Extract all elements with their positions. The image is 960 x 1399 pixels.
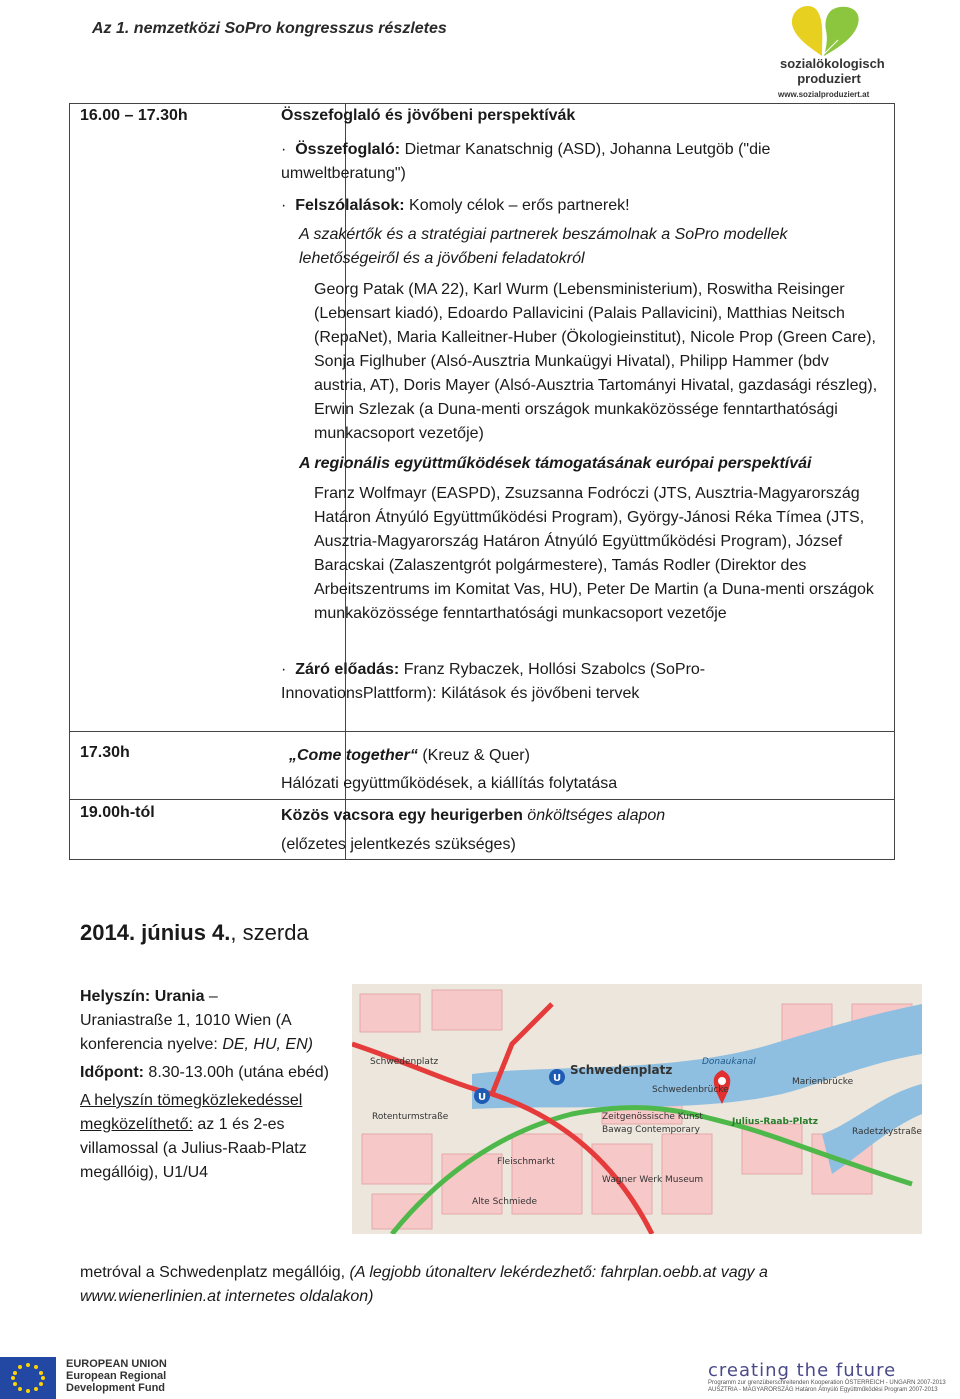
- bullet-closing: · Záró előadás: Franz Rybaczek, Hollósi Szabolcs (SoPro-InnovationsPlattform): Kilátások és jövőbeni tervek: [281, 661, 706, 702]
- row2-title-main: „Come together“: [289, 747, 418, 764]
- day2-date: [80, 920, 309, 946]
- bullet-contributions-label: Felszólalások:: [295, 197, 405, 214]
- venue-info: [80, 985, 330, 1185]
- map-label: Wagner Werk Museum: [602, 1175, 704, 1185]
- transport-italic: (A legjobb útonalterv lekérdezhető: fahrplan.oebb.at vagy a www.wienerlinien.at internetes oldalakon): [80, 1264, 768, 1305]
- row3-title: [281, 804, 665, 828]
- map-label: Schwedenbrücke: [652, 1085, 729, 1095]
- venue-lang: DE, HU, EN): [222, 1036, 313, 1053]
- day2-date-bold: 2014. június 4.: [80, 920, 231, 945]
- row2-subtitle: Hálózati együttműködések, a kiállítás folytatása: [281, 775, 618, 792]
- eu-line3: Development Fund: [66, 1382, 166, 1394]
- location-map[interactable]: [352, 984, 922, 1234]
- map-label: Zeitgenössische Kunst: [602, 1112, 703, 1122]
- bullet-summary: · Összefoglaló: Dietmar Kanatschnig (ASD), Johanna Leutgöb ("die umweltberatung"): [281, 141, 771, 182]
- map-label: Bawag Contemporary: [602, 1125, 700, 1135]
- sub2-heading: A regionális együttműködések támogatásának európai perspektívái: [299, 455, 812, 472]
- sopro-logo: [778, 0, 888, 104]
- page-header-title: Az 1. nemzetközi SoPro kongresszus részletes: [92, 20, 447, 37]
- transport-continued: [80, 1261, 910, 1309]
- row2-title: [289, 744, 530, 768]
- program-text: Programm zur grenzüberschreitenden Kooperation ÖSTERREICH - UNGARN 2007-2013 AUSZTRIA - MAGYARORSZÁG Határon Átnyúló Együttműködési Program 2007-2013: [708, 1380, 946, 1393]
- table-divider-row1: [70, 731, 894, 732]
- bullet-summary-label: Összefoglaló:: [295, 141, 401, 158]
- time-label: Időpont:: [80, 1064, 144, 1081]
- map-label: Rotenturmstraße: [372, 1112, 449, 1122]
- logo-url: www.sozialproduziert.at: [778, 90, 870, 99]
- row3-time: 19.00h-tól: [80, 804, 155, 821]
- slogan: creating the future: [708, 1360, 897, 1381]
- bullet-contributions-text: Komoly célok – erős partnerek!: [404, 197, 630, 214]
- logo-name-line2: produziert: [797, 71, 861, 86]
- transport-link[interactable]: A helyszín tömegközlekedéssel megközelíthető:: [80, 1092, 303, 1133]
- sub2-names: Franz Wolfmayr (EASPD), Zsuzsanna Fodróczi (JTS, Ausztria-Magyarország Határon Átnyúló Együttműködési Program), György-Jánosi Réka Tímea (JTS, Ausztria-Magyarország Határon Átnyúló Együttműködési Program), József Baracskai (Zalaszentgrót polgármestere), Tamás Rodler (Direktor des Arbeitszentrums im Komitat Vas, HU), Peter De Martin (a Duna-menti országok munkaközössége fenntarthatósági munkacsoport vezetője: [314, 485, 874, 622]
- map-label: Radetzkystraße: [852, 1127, 922, 1137]
- map-label: Marienbrücke: [792, 1077, 854, 1087]
- map-label: Schwedenplatz: [570, 1063, 673, 1077]
- table-divider-row2: [70, 799, 894, 800]
- bullet-closing-text: Franz Rybaczek, Hollósi Szabolcs (SoPro-InnovationsPlattform): Kilátások és jövőbeni tervek: [281, 661, 706, 702]
- row3-title-main: Közös vacsora egy heurigerben: [281, 807, 523, 824]
- map-label: Schwedenplatz: [370, 1057, 439, 1067]
- day2-date-rest: , szerda: [230, 920, 309, 945]
- map-label: Donaukanal: [702, 1057, 756, 1067]
- row1-title: Összefoglaló és jövőbeni perspektívák: [281, 107, 576, 124]
- venue-label: Helyszín: Urania: [80, 988, 205, 1005]
- row3-subtitle: (előzetes jelentkezés szükséges): [281, 836, 516, 853]
- map-label: Julius-Raab-Platz: [732, 1117, 818, 1127]
- venue-address: Uraniastraße 1, 1010 Wien (A konferencia nyelve:: [80, 1012, 291, 1053]
- map-label: Alte Schmiede: [472, 1197, 538, 1207]
- map-label: Fleischmarkt: [497, 1157, 555, 1167]
- row2-time: 17.30h: [80, 744, 130, 761]
- logo-name: [780, 56, 885, 86]
- transport-text: az 1 és 2-es villamossal (a Julius-Raab-Platz megállóig), U1/U4: [80, 1116, 307, 1181]
- eu-flag-icon: [0, 1357, 56, 1399]
- eu-line2: European Regional: [66, 1370, 167, 1382]
- sub1-names: Georg Patak (MA 22), Karl Wurm (Lebensministerium), Roswitha Reisinger (Lebensart kiadó), Edoardo Pallavicini (Palais Pallavicini), Matthias Neitsch (RepaNet), Maria Kalleitner-Huber (Ökologieinstitut), Nicole Prop (Green Care), Sonja Figlhuber (Alsó-Ausztria Munkaügyi Hivatal), Philipp Hammer (bdv austria, AT), Doris Mayer (Alsó-Ausztria Tartományi Hivatal, gazdasági részleg), Erwin Szlezak (a Duna-menti országok munkaközössége fenntarthatósági munkacsoport vezetője): [314, 281, 878, 442]
- sub1-heading: A szakértők és a stratégiai partnerek beszámolnak a SoPro modellek lehetőségeiről és a jövőbeni feladatokról: [299, 226, 788, 267]
- transport-cont: metróval a Schwedenplatz megállóig,: [80, 1264, 350, 1281]
- row2-title-suffix: (Kreuz & Quer): [417, 747, 530, 764]
- svg-text:U: U: [478, 1092, 487, 1103]
- row1-time: 16.00 – 17.30h: [80, 107, 188, 124]
- eu-line1: EUROPEAN UNION: [66, 1358, 167, 1370]
- bullet-summary-text: Dietmar Kanatschnig (ASD), Johanna Leutgöb ("die umweltberatung"): [281, 141, 771, 182]
- venue-dash: –: [204, 988, 218, 1005]
- eu-text: [66, 1358, 167, 1394]
- bullet-closing-label: Záró előadás:: [295, 661, 400, 678]
- bullet-contributions: · Felszólalások: Komoly célok – erős partnerek!: [281, 197, 630, 214]
- time-value: 8.30-13.00h (utána ebéd): [143, 1064, 329, 1081]
- logo-name-line1: sozialökologisch: [780, 56, 885, 71]
- row3-title-suffix: önköltséges alapon: [522, 807, 666, 824]
- svg-text:U: U: [553, 1073, 562, 1084]
